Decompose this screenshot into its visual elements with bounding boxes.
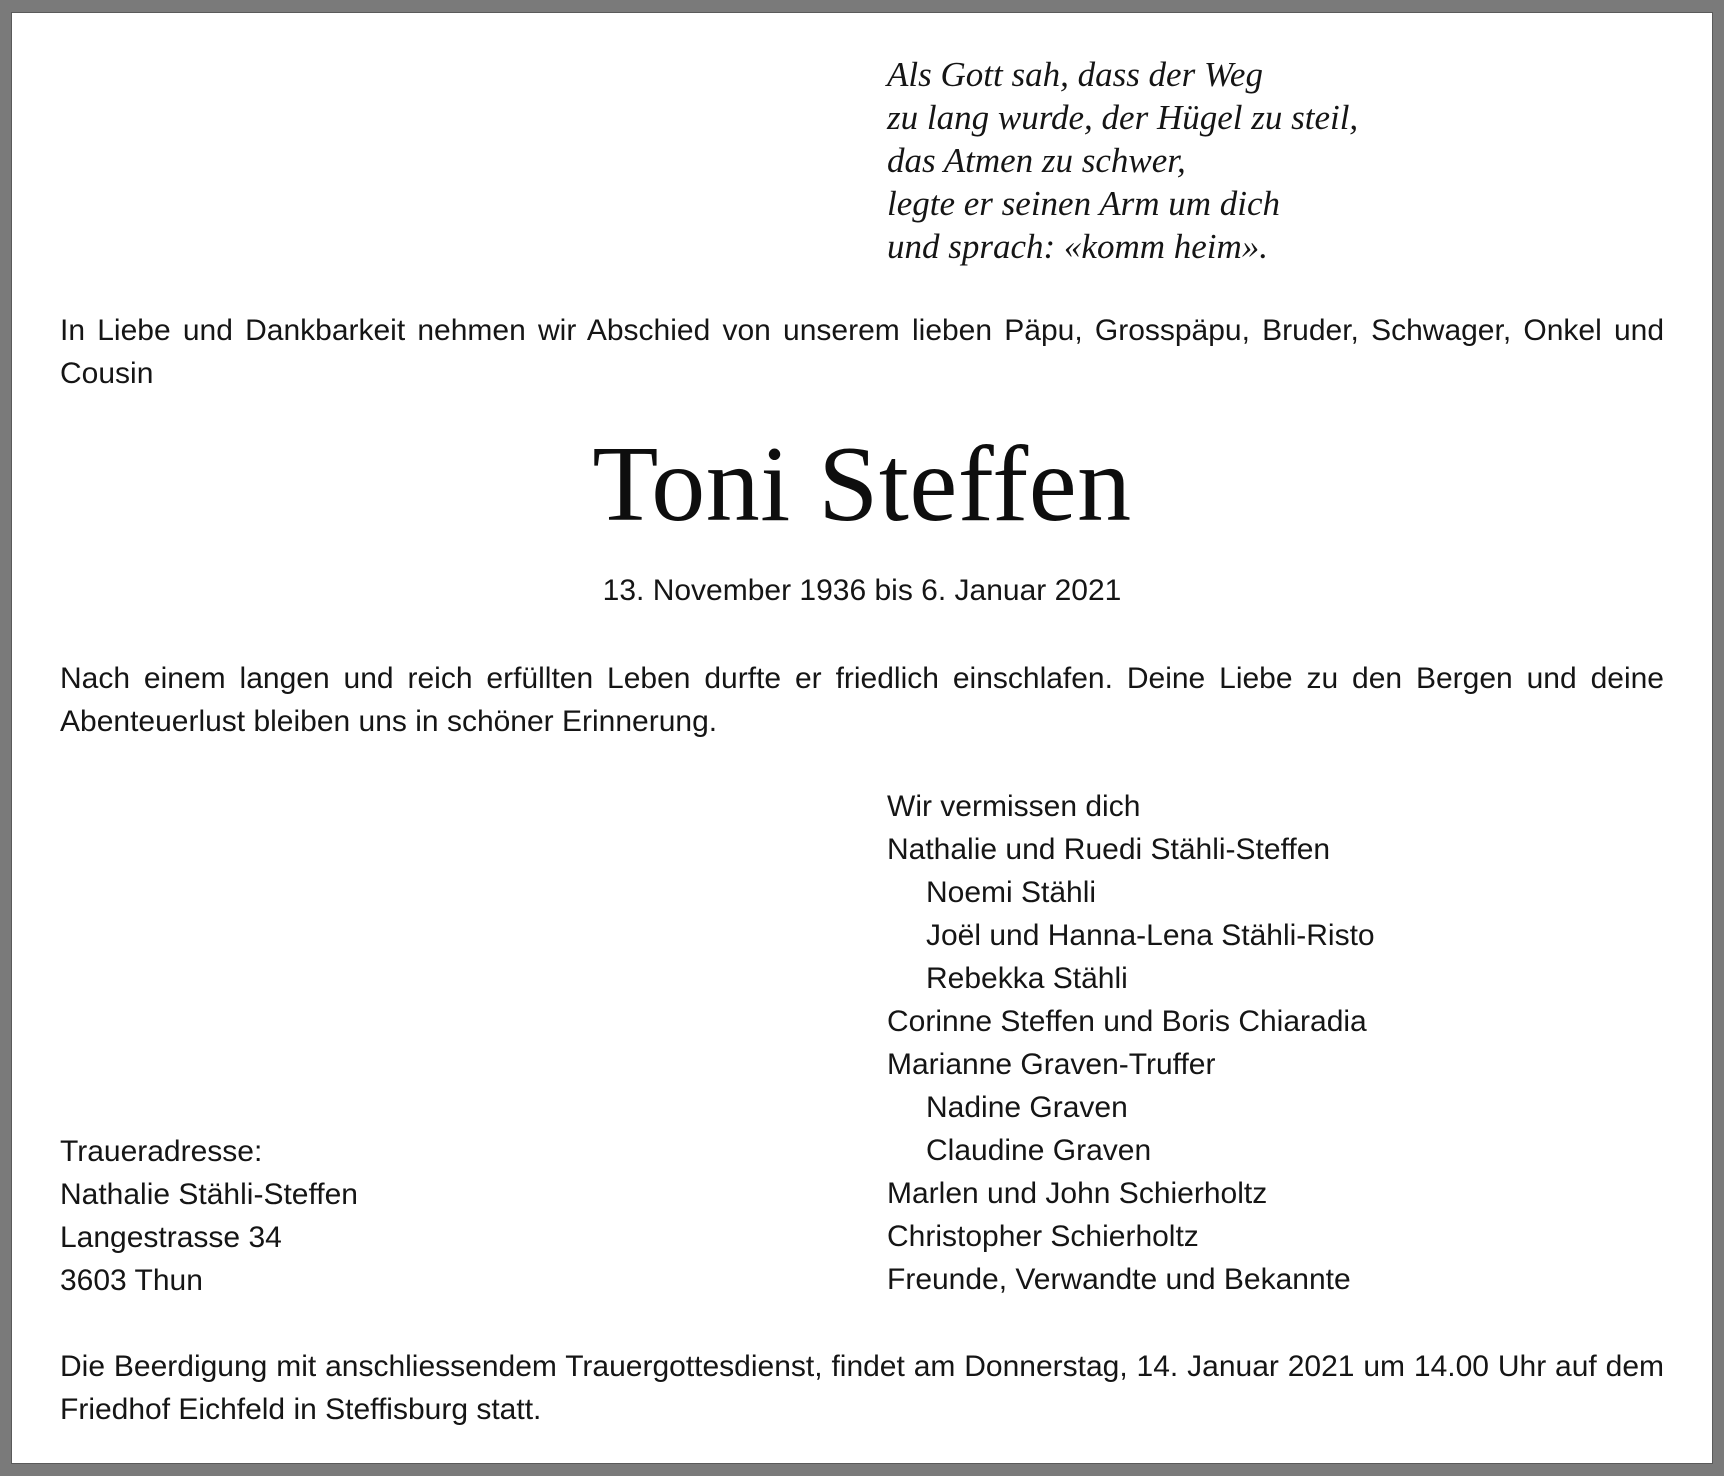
family-member: Nathalie und Ruedi Stähli-Steffen [887, 833, 1331, 866]
family-member: Christopher Schierholtz [887, 1220, 1199, 1253]
family-member: Joël und Hanna-Lena Stähli-Risto [926, 919, 1375, 952]
family-member: Rebekka Stähli [926, 962, 1128, 995]
mourning-address [60, 1130, 358, 1302]
intro-text: In Liebe und Dankbarkeit nehmen wir Abschied von unserem lieben Päpu, Grosspäpu, Bruder, Schwager, Onkel und Cousin [60, 314, 1664, 390]
family-member: Freunde, Verwandte und Bekannte [887, 1263, 1351, 1296]
family-member: Noemi Stähli [926, 876, 1097, 909]
family-list [887, 785, 1375, 1301]
address-street: Langestrasse 34 [60, 1221, 282, 1254]
family-member: Corinne Steffen und Boris Chiaradia [887, 1005, 1367, 1038]
family-member: Marianne Graven-Truffer [887, 1048, 1216, 1081]
tribute-text: Nach einem langen und reich erfüllten Leben durfte er friedlich einschlafen. Deine Liebe zu den Bergen und deine Abenteuerlust bleiben uns in schöner Erinnerung. [60, 662, 1664, 738]
family-heading: Wir vermissen dich [887, 790, 1141, 823]
deceased-name: Toni Steffen [592, 425, 1132, 544]
address-city: 3603 Thun [60, 1264, 203, 1297]
poem-line: und sprach: «komm heim». [887, 227, 1269, 266]
poem-line: zu lang wurde, der Hügel zu steil, [887, 98, 1359, 137]
family-member: Marlen und John Schierholtz [887, 1177, 1268, 1210]
address-name: Nathalie Stähli-Steffen [60, 1178, 358, 1211]
poem-line: Als Gott sah, dass der Weg [887, 55, 1263, 94]
funeral-notice: Die Beerdigung mit anschliessendem Trauergottesdienst, findet am Donnerstag, 14. Januar 2021 um 14.00 Uhr auf dem Friedhof Eichfeld in Steffisburg statt. [60, 1350, 1664, 1426]
family-member: Nadine Graven [926, 1091, 1128, 1124]
poem-line: das Atmen zu schwer, [887, 141, 1186, 180]
poem-line: legte er seinen Arm um dich [887, 184, 1281, 223]
poem [887, 53, 1358, 268]
obituary-notice [12, 13, 1712, 1463]
life-dates: 13. November 1936 bis 6. Januar 2021 [602, 574, 1122, 607]
family-member: Claudine Graven [926, 1134, 1152, 1167]
address-label: Traueradresse: [60, 1135, 263, 1168]
